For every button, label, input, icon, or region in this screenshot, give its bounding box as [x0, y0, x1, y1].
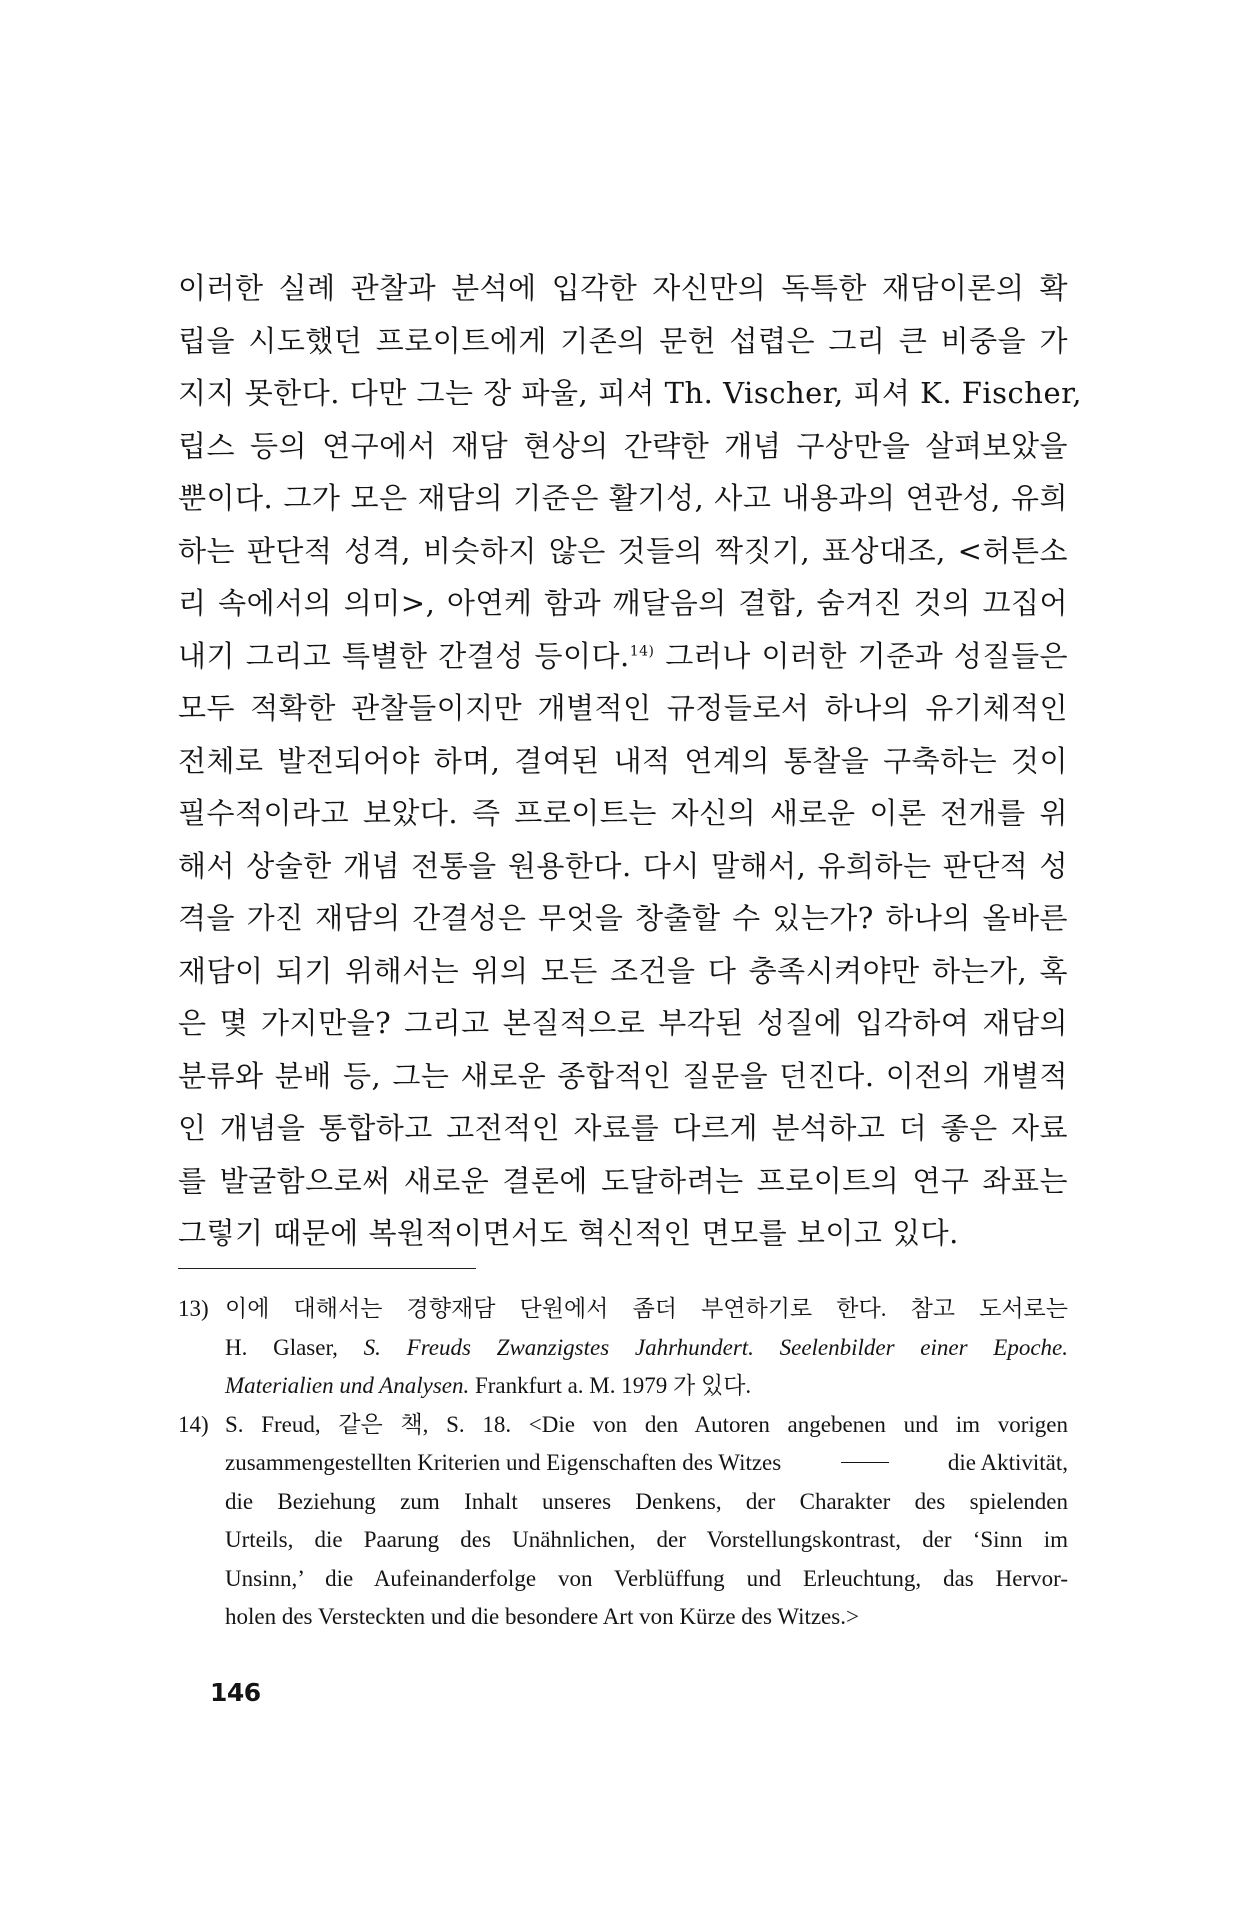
footnote-14-text-1: S. Freud, 같은 책, S. 18. <Die von den Autoren angebenen und im vorigen	[225, 1411, 1068, 1437]
em-dash-rule	[841, 1462, 889, 1463]
body-line-2: 립을 시도했던 프로이트에게 기존의 문헌 섭렵은 그리 큰 비중을 가	[178, 323, 1068, 358]
body-line-10: 전체로 발전되어야 하며, 결여된 내적 연계의 통찰을 구축하는 것이	[178, 743, 1068, 778]
body-line-3: 지지 못한다. 다만 그는 장 파울, 피셔 Th. Vischer, 피셔 K. Fischer,	[178, 376, 1083, 410]
footnote-13-text-2a: H. Glaser,	[225, 1334, 364, 1360]
body-line-1: 이러한 실례 관찰과 분석에 입각한 자신만의 독특한 재담이론의 확	[178, 271, 1068, 305]
body-line-14: 재담이 되기 위해서는 위의 모든 조건을 다 충족시켜야만 하는가, 혹	[178, 953, 1068, 988]
body-line-13: 격을 가진 재담의 간결성은 무엇을 창출할 수 있는가? 하나의 올바른	[178, 901, 1068, 935]
footnote-14-number: 14)	[178, 1411, 209, 1437]
footnote-14-line-5: Unsinn,’ die Aufeinanderfolge von Verblüffung und Erleuchtung, das Hervor-	[225, 1565, 1068, 1591]
body-line-4: 립스 등의 연구에서 재담 현상의 간략한 개념 구상만을 살펴보았을	[178, 428, 1068, 463]
footnote-13-line-2	[178, 1329, 1068, 1368]
body-line-7: 리 속에서의 의미>, 아연케 함과 깨달음의 결합, 숨겨진 것의 끄집어	[178, 586, 1068, 620]
footnote-14-text-2b: die Aktivität,	[947, 1450, 1068, 1475]
body-line-8-continuation: 그러나 이러한 기준과 성질들은	[654, 638, 1068, 673]
page-number: 146	[210, 1678, 261, 1707]
footnote-14-line-3: die Beziehung zum Inhalt unseres Denkens, der Charakter des spielenden	[225, 1488, 1068, 1514]
footnotes	[178, 1290, 1068, 1637]
body-line-15: 은 몇 가지만을? 그리고 본질적으로 부각된 성질에 입각하여 재담의	[178, 1006, 1068, 1040]
footnote-14-line-1	[178, 1406, 1068, 1445]
body-line-11: 필수적이라고 보았다. 즉 프로이트는 자신의 새로운 이론 전개를 위	[178, 796, 1068, 830]
footnote-13-text-1: 이에 대해서는 경향재담 단원에서 좀더 부연하기로 한다. 참고 도서로는	[225, 1296, 1068, 1321]
body-line-19: 그렇기 때문에 복원적이면서도 혁신적인 면모를 보이고 있다.	[178, 1216, 959, 1250]
body-line-17: 인 개념을 통합하고 고전적인 자료를 다르게 분석하고 더 좋은 자료	[178, 1111, 1068, 1145]
footnote-13-book-subtitle: Materialien und Analysen.	[225, 1373, 470, 1398]
footnote-divider	[178, 1268, 476, 1269]
footnote-13-line-1	[178, 1290, 1068, 1329]
footnote-13-book-title: S. Freuds Zwanzigstes Jahrhundert. Seelenbilder einer Epoche.	[363, 1334, 1068, 1360]
footnote-ref-14: 14)	[629, 642, 655, 659]
footnote-13-line-3	[178, 1367, 1068, 1406]
body-line-5: 뿐이다. 그가 모은 재담의 기준은 활기성, 사고 내용과의 연관성, 유희	[178, 481, 1068, 515]
body-line-6: 하는 판단적 성격, 비슷하지 않은 것들의 짝짓기, 표상대조, <허튼소	[178, 533, 1068, 568]
footnote-14-text-2a: zusammengestellten Kriterien und Eigenschaften des Witzes	[225, 1450, 782, 1475]
footnote-14-line-4: Urteils, die Paarung des Unähnlichen, der Vorstellungskontrast, der ‘Sinn im	[225, 1527, 1068, 1552]
body-line-18: 를 발굴함으로써 새로운 결론에 도달하려는 프로이트의 연구 좌표는	[178, 1163, 1068, 1198]
body-line-8	[178, 630, 1068, 683]
body-line-12: 해서 상술한 개념 전통을 원용한다. 다시 말해서, 유희하는 판단적 성	[178, 848, 1068, 883]
body-line-8-text: 내기 그리고 특별한 간결성 등이다.	[178, 638, 630, 673]
body-line-9: 모두 적확한 관찰들이지만 개별적인 규정들로서 하나의 유기체적인	[178, 691, 1068, 725]
footnote-13-text-3: Frankfurt a. M. 1979 가 있다.	[469, 1373, 752, 1398]
footnote-14-line-2	[178, 1444, 1068, 1483]
body-line-16: 분류와 분배 등, 그는 새로운 종합적인 질문을 던진다. 이전의 개별적	[178, 1058, 1068, 1093]
footnote-13-number: 13)	[178, 1296, 209, 1321]
footnote-14-line-6: holen des Versteckten und die besondere Art von Kürze des Witzes.>	[225, 1604, 859, 1629]
body-paragraph	[178, 262, 1083, 1260]
